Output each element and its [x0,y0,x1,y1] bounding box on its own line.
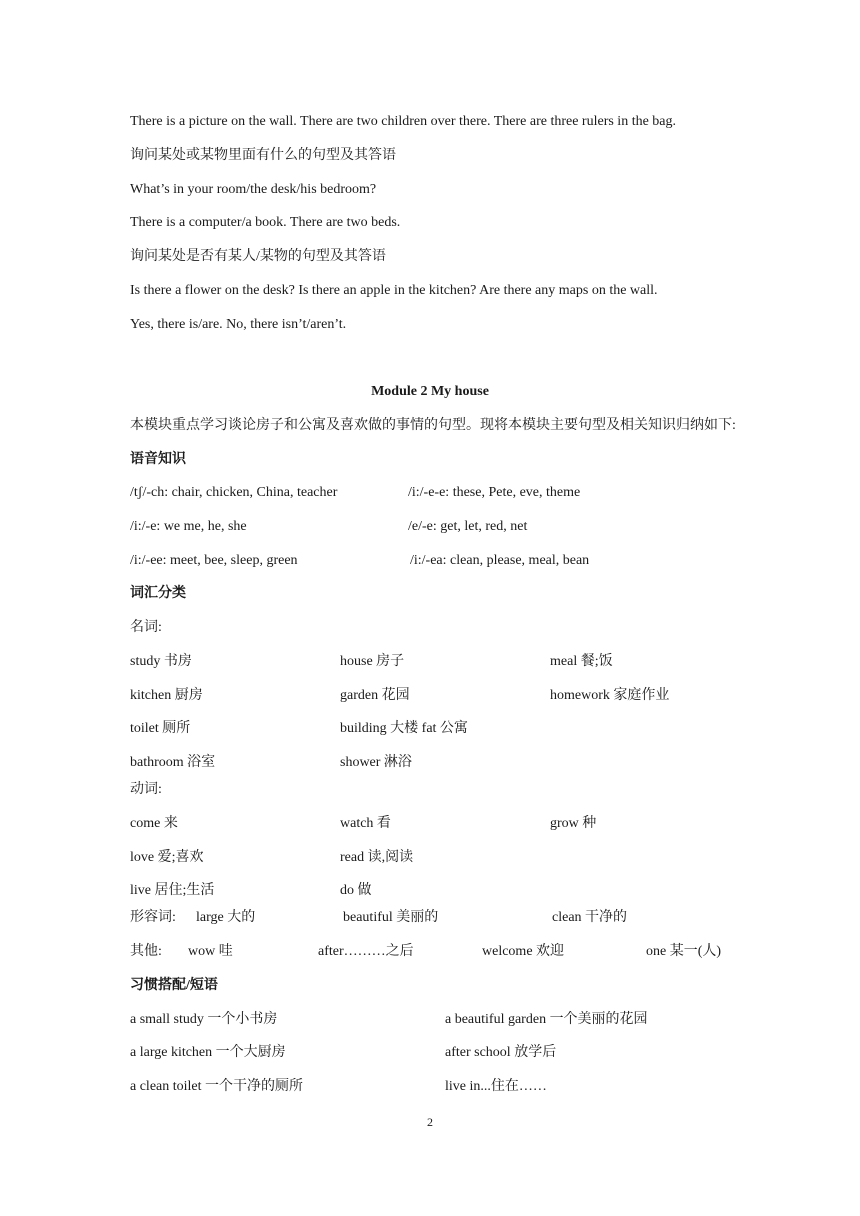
text-line: There is a computer/a book. There are two beds. [130,215,401,230]
phrase-item: after school 放学后 [445,1045,557,1060]
module-title: Module 2 My house [371,384,489,399]
phonetic-item: /i:/-e-e: these, Pete, eve, theme [408,485,581,500]
vocab-item: shower 淋浴 [340,755,412,770]
phrases-heading: 习惯搭配/短语 [130,978,218,993]
phrase-item: a clean toilet 一个干净的厕所 [130,1079,304,1094]
vocab-item: love 爱;喜欢 [130,850,204,865]
vocab-item: read 读,阅读 [340,850,414,865]
phrase-item: live in...住在…… [445,1079,547,1094]
vocab-item: watch 看 [340,816,391,831]
phrase-item: a beautiful garden 一个美丽的花园 [445,1012,648,1027]
adj-label: 形容词: [130,910,176,925]
text-line: 询问某处或某物里面有什么的句型及其答语 [130,148,396,163]
vocab-item: grow 种 [550,816,597,831]
text-line: 询问某处是否有某人/某物的句型及其答语 [130,249,386,264]
vocab-item: one 某一(人) [646,944,722,959]
nouns-label: 名词: [130,620,162,635]
phonetic-item: /i:/-ee: meet, bee, sleep, green [130,553,298,568]
module-intro: 本模块重点学习谈论房子和公寓及喜欢做的事情的句型。现将本模块主要句型及相关知识归纳如下: [130,418,736,433]
phrase-item: a large kitchen 一个大厨房 [130,1045,286,1060]
vocab-item: meal 餐;饭 [550,654,613,669]
vocab-item: toilet 厕所 [130,721,191,736]
vocab-item: homework 家庭作业 [550,688,670,703]
vocab-item: building 大楼 fat 公寓 [340,721,468,736]
other-label: 其他: [130,944,162,959]
vocab-item: welcome 欢迎 [482,944,565,959]
text-line: What’s in your room/the desk/his bedroom? [130,182,377,197]
phonetic-item: /i:/-e: we me, he, she [130,519,247,534]
vocab-item: after………之后 [318,944,414,959]
text-line: Yes, there is/are. No, there isn’t/aren’t. [130,317,347,332]
phonetic-item: /tʃ/-ch: chair, chicken, China, teacher [130,485,338,500]
vocab-item: study 书房 [130,654,192,669]
vocab-heading: 词汇分类 [130,586,186,601]
vocab-item: kitchen 厨房 [130,688,203,703]
vocab-item: wow 哇 [188,944,233,959]
text-line: There is a picture on the wall. There are two children over there. There are three rulers in the bag. [130,114,677,129]
page-number: 2 [427,1115,433,1129]
text-line: Is there a flower on the desk? Is there an apple in the kitchen? Are there any maps on the wall. [130,283,658,298]
vocab-item: large 大的 [196,910,256,925]
phrase-item: a small study 一个小书房 [130,1012,278,1027]
vocab-item: bathroom 浴室 [130,755,216,770]
vocab-item: come 来 [130,816,178,831]
phonetic-item: /i:/-ea: clean, please, meal, bean [410,553,590,568]
verbs-label: 动词: [130,782,162,797]
vocab-item: house 房子 [340,654,405,669]
vocab-item: garden 花园 [340,688,410,703]
vocab-item: clean 干净的 [552,910,628,925]
vocab-item: live 居住;生活 [130,883,215,898]
vocab-item: do 做 [340,883,372,898]
vocab-item: beautiful 美丽的 [343,910,439,925]
phonetic-item: /e/-e: get, let, red, net [408,519,528,534]
phonetics-heading: 语音知识 [130,452,186,467]
